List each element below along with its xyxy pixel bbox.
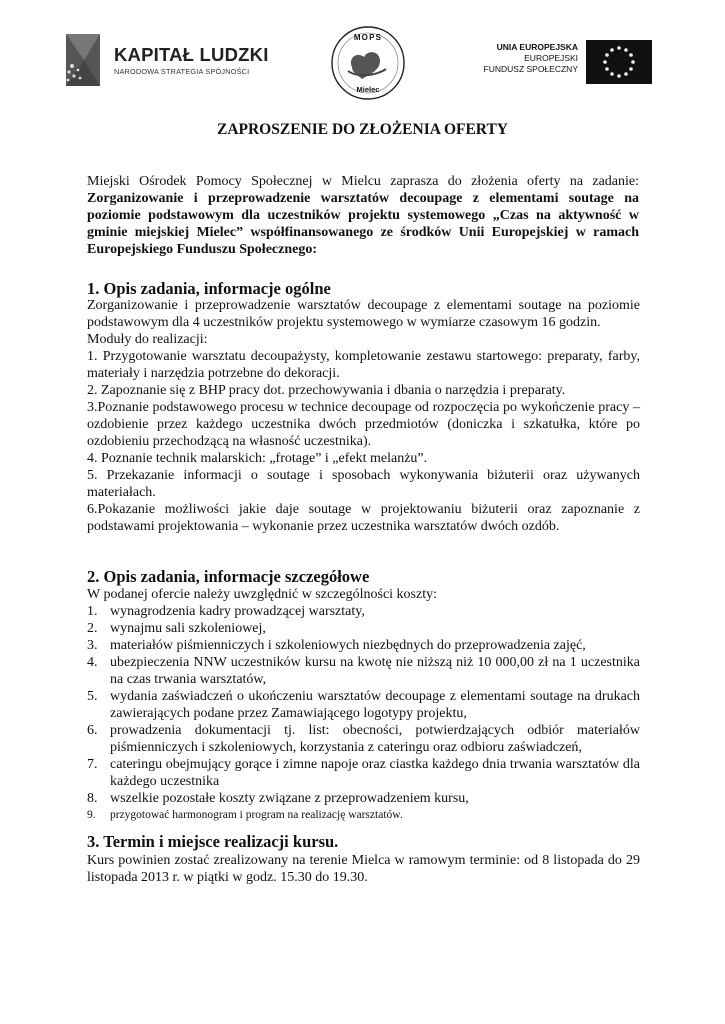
list-item: 7. cateringu obejmujący gorące i zimne napoje oraz ciastka każdego dnia trwania warsztatów dla każdego uczestnika [87,757,640,789]
section-1-line: 6.Pokazanie możliwości jakie daje soutage w projektowaniu biżuterii oraz zapoznanie z podstawami projektowania – wykonanie przez uczestnika warsztatów dwóch ozdób. [87,502,640,534]
section-2-intro: W podanej ofercie należy uwzględnić w szczególności koszty: [87,587,437,602]
section-2-list [87,603,640,824]
page-header [0,18,725,103]
mops-bottom-label: Mielec [356,85,380,94]
section-3-heading: 3. Termin i miejsce realizacji kursu. [87,832,339,851]
list-item: 4. ubezpieczenia NNW uczestników kursu na kwotę nie niższą niż 10 000,00 zł na 1 uczestnika na czas trwania warsztatów, [87,655,640,687]
mops-logo [330,25,406,101]
section-1-line: 1. Przygotowanie warsztatu decoupażysty, kompletowanie zestawu startowego: preparaty, farby, materiały i narzędzia potrzebne do dekoracji. [87,349,640,381]
list-item: 6. prowadzenia dokumentacji tj. list: obecności, potwierdzających odbiór materiałów piśmienniczych i szkoleniowych, korzystania z cateringu oraz odbioru zaświadczeń, [87,723,640,755]
section-1-line: 3.Poznanie podstawowego procesu w technice decoupage od rozpoczęcia po wykończenie pracy – ozdobienie przez każdego uczestnika dwóch przedmiotów (doniczka i szkatułka, które po ozdobieniu przechodzącą na własność uczestnika). [87,400,640,449]
eu-line-3: FUNDUSZ SPOŁECZNY [483,64,578,74]
document-title: ZAPROSZENIE DO ZŁOŻENIA OFERTY [216,121,508,138]
kapital-ludzki-emblem-icon [60,30,110,90]
list-item: 1. wynagrodzenia kadry prowadzącej warsztaty, [87,604,365,619]
eu-flag-icon [586,40,652,84]
section-3-body: Kurs powinien zostać zrealizowany na terenie Mielca w ramowym terminie: od 8 listopada do 29 listopada 2013 r. w piątki w godz. 15.30 do 19.30. [87,853,640,885]
mops-top-label: MOPS [353,33,383,42]
eu-text [466,42,578,75]
list-item: 3. materiałów piśmienniczych i szkoleniowych niezbędnych do przeprowadzenia zajęć, [87,638,586,653]
section-1-line: Zorganizowanie i przeprowadzenie warsztatów decoupage z elementami soutage na poziomie podstawowym dla 4 uczestników projektu systemowego w wymiarze czasowym 16 godzin. [87,298,640,330]
intro-paragraph [87,173,639,258]
list-item: 8. wszelkie pozostałe koszty związane z przeprowadzeniem kursu, [87,791,469,806]
kapital-ludzki-subtitle: NARODOWA STRATEGIA SPÓJNOŚCI [114,67,250,76]
intro-plain-text: Miejski Ośrodek Pomocy Społecznej w Mielcu zaprasza do złożenia oferty na zadanie: [87,174,639,189]
eu-line-1: UNIA EUROPEJSKA [496,42,578,52]
list-item: 5. wydania zaświadczeń o ukończeniu warsztatów decoupage z elementami soutage na drukach zawierających podane przez Zamawiającego logotypy projektu, [87,689,640,721]
section-1-line: 2. Zapoznanie się z BHP pracy dot. przechowywania i dbania o narzędzia i preparaty. [87,383,566,398]
eu-logo [466,20,666,92]
section-2-heading: 2. Opis zadania, informacje szczegółowe [87,567,370,586]
intro-bold-text: Zorganizowanie i przeprowadzenie warsztatów decoupage z elementami soutage na poziomie podstawowym dla uczestników projektu systemowego „Czas na aktywność w gminie miejskiej Mielec” współfinansowanego ze środków Unii Europejskiej w ramach Europejskiego Funduszu Społecznego: [87,191,639,257]
section-1-line: Moduły do realizacji: [87,332,208,347]
kapital-ludzki-logo [60,30,269,90]
section-1-line: 5. Przekazanie informacji o soutage i sposobach wykonywania biżuterii oraz używanych materiałach. [87,468,640,500]
section-1-line: 4. Poznanie technik malarskich: „frotage” i „efekt melanżu”. [87,451,428,466]
section-1-heading: 1. Opis zadania, informacje ogólne [87,279,331,298]
list-item: 2. wynajmu sali szkoleniowej, [87,621,266,636]
kapital-ludzki-title: KAPITAŁ LUDZKI [114,44,269,65]
section-1-body [87,297,640,535]
list-item: 9. przygotować harmonogram i program na realizację warsztatów. [87,809,403,821]
eu-line-2: EUROPEJSKI [524,53,578,63]
